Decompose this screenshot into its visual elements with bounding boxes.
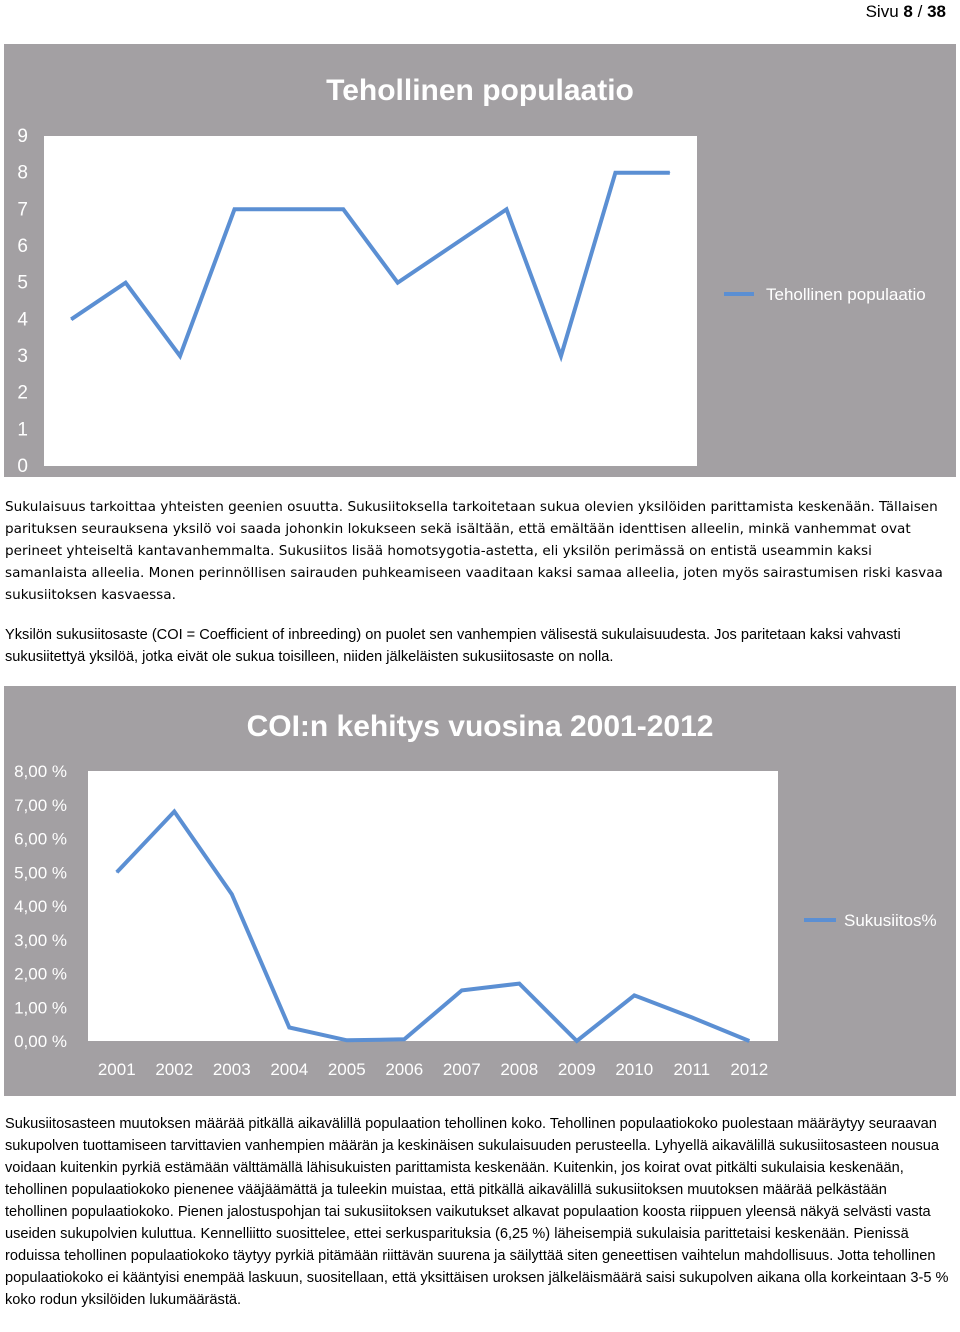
- x-tick-label: 2011: [673, 1060, 711, 1079]
- x-tick-label: 2011: [594, 441, 636, 462]
- plot-area: [44, 136, 697, 466]
- paragraph-coi: Yksilön sukusiitosaste (COI = Coefficient of inbreeding) on puolet sen vanhempien välisestä sukulaisuudesta. Jos paritetaan kaksi vahvasti sukusiitettyä yksilöä, jotka eivät ole sukua toisilleen, niiden jälkeläisten sukusiitosaste on nolla.: [5, 627, 901, 665]
- x-tick-label: 2007: [376, 441, 419, 462]
- page-current: 8: [903, 2, 913, 21]
- data-point: [519, 983, 520, 984]
- data-point: [576, 1041, 577, 1042]
- chart-coi-svg: [4, 686, 956, 1096]
- x-tick-label: 2001: [97, 1060, 136, 1079]
- y-tick-label: 7,00 %: [14, 795, 67, 815]
- x-tick-label: 2006: [322, 441, 365, 462]
- x-tick-label: 2008: [430, 441, 474, 462]
- data-point: [343, 209, 344, 210]
- y-tick-label: 6,00 %: [14, 829, 67, 849]
- chart-coi-kehitys: [4, 686, 956, 1096]
- data-point: [231, 894, 232, 895]
- data-point: [289, 1027, 290, 1028]
- data-point: [749, 1041, 750, 1042]
- y-tick-label: 4,00 %: [14, 897, 67, 916]
- y-tick-label: 6: [17, 236, 28, 257]
- data-point: [288, 209, 289, 210]
- y-tick-label: 3,00 %: [14, 930, 67, 950]
- y-tick-label: 7: [17, 199, 28, 221]
- x-tick-label: 2012: [648, 441, 691, 462]
- y-tick-label: 8,00 %: [14, 762, 67, 781]
- legend-label: Tehollinen populaatio: [766, 285, 926, 304]
- legend-label: Sukusiitos%: [844, 911, 937, 930]
- data-point: [669, 172, 670, 173]
- data-point: [234, 209, 235, 210]
- data-point: [397, 282, 398, 283]
- y-tick-label: 8: [17, 162, 28, 184]
- y-tick-label: 1,00 %: [14, 998, 67, 1018]
- plot-area: [88, 771, 778, 1041]
- data-point: [560, 356, 561, 357]
- chart-title: Tehollinen populaatio: [326, 74, 634, 107]
- data-point: [615, 172, 616, 173]
- x-tick-label: 2005: [327, 1060, 366, 1079]
- data-point: [506, 209, 507, 210]
- x-tick-label: 2002: [155, 1060, 194, 1079]
- page-number: [866, 2, 946, 22]
- x-tick-label: 2007: [442, 1060, 481, 1079]
- data-point: [346, 1040, 347, 1041]
- x-tick-label: 2012: [730, 1060, 769, 1079]
- data-point: [404, 1039, 405, 1040]
- y-tick-label: 2: [17, 382, 28, 404]
- data-point: [452, 246, 453, 247]
- page-separator: /: [917, 2, 923, 21]
- x-tick-label: 2003: [212, 1060, 251, 1079]
- x-tick-label: 2001: [50, 441, 93, 462]
- y-tick-label: 4: [17, 309, 28, 331]
- chart-title: COI:n kehitys vuosina 2001-2012: [246, 710, 714, 743]
- x-tick-label: 2010: [615, 1060, 654, 1079]
- x-tick-label: 2004: [213, 441, 256, 462]
- y-tick-label: 0: [17, 456, 28, 477]
- data-point: [634, 995, 635, 996]
- y-tick-label: 5: [17, 272, 28, 294]
- x-tick-label: 2005: [267, 441, 311, 462]
- chart-tehollinen-svg: [4, 44, 956, 477]
- data-point: [691, 1017, 692, 1018]
- y-tick-label: 5,00 %: [14, 863, 67, 883]
- x-tick-label: 2003: [158, 441, 202, 462]
- y-tick-label: 2,00 %: [14, 964, 67, 984]
- x-tick-label: 2010: [539, 441, 583, 462]
- paragraph-sukulaisuus: Sukulaisuus tarkoittaa yhteisten geenien osuutta. Sukusiitoksella tarkoitetaan sukua olevien yksilöiden parittamista keskenään. Tällaisen parituksen seurauksena yksilö voi saada johonkin lokukseen sekä isältään, että emältään identtisen alleelin, minkä vanhemmat ovat perineet yhteiseltä kantavanhemmalta. Sukusiitos lisää homotsygotia-astetta, eli yksilön perimässä on entistä useammin kaksi samanlaista alleelia. Monen perinnöllisen sairauden puhkeamiseen vaaditaan kaksi samaa alleelia, joten myös sairastumisen riski kasvaa sukusiitoksen kasvaessa.: [5, 499, 943, 603]
- y-tick-label: 9: [17, 126, 28, 147]
- data-point: [71, 319, 72, 320]
- x-tick-label: 2008: [500, 1060, 539, 1079]
- page-label: Sivu: [865, 2, 899, 21]
- y-tick-label: 1: [17, 419, 28, 441]
- chart-tehollinen-populaatio: [4, 44, 956, 477]
- y-tick-label: 3: [17, 346, 28, 367]
- data-point: [461, 990, 462, 991]
- x-tick-label: 2002: [104, 441, 147, 462]
- x-tick-label: 2009: [557, 1060, 596, 1079]
- data-point: [116, 872, 117, 873]
- data-point: [125, 282, 126, 283]
- x-tick-label: 2009: [485, 441, 528, 462]
- data-point: [174, 811, 175, 812]
- paragraph-tehollinen-koko: Sukusiitosasteen muutoksen määrää pitkällä aikavälillä populaation tehollinen koko. Tehollinen populaatiokoko puolestaan määräytyy seuraavan sukupolven tuottamiseen tarvittavien vanhempien määrän ja keskinäisen sukulaisuuden perusteella. Lyhyellä aikavälillä sukusiitosasteen nousua voidaan kuitenkin pyrkiä estämään välttämällä lähisukuisten parittamista keskenään. Kuitenkin, jos koirat ovat pitkälti sukulaisia keskenään, tehollinen populaatiokoko pienenee vääjäämättä ja tuleekin muistaa, että pitkällä aikavälillä sukusiitoksen muutoksen määrää pelkästään tehollinen populaatiokoko. Pienen jalostuspohjan tai sukusiitoksen vaikutukset alkavat populaation koosta riippuen yleensä näkyä selvästi vasta useiden sukupolvien kuluttua. Kennelliitto suosittelee, ettei serkusparituksia (6,25 %) läheisempiä sukulaisia parittetaisi keskenään. Pienissä roduissa tehollinen populaatiokoko täytyy pyrkiä pitämään riittävän suurena ja säilyttää siten geneettisen vaihtelun mahdollisuus. Jotta tehollinen populaatiokoko ei kääntyisi enempää laskuun, suositellaan, että yksittäisen uroksen jälkeläismäärä saisi sukupolven aikana olla korkeintaan 3-5 % koko rodun yksilöiden lukumäärästä.: [5, 1116, 949, 1308]
- x-tick-label: 2006: [385, 1060, 424, 1079]
- page-total: 38: [927, 2, 946, 21]
- x-tick-label: 2004: [270, 1060, 309, 1079]
- y-tick-label: 0,00 %: [14, 1032, 67, 1051]
- data-point: [180, 356, 181, 357]
